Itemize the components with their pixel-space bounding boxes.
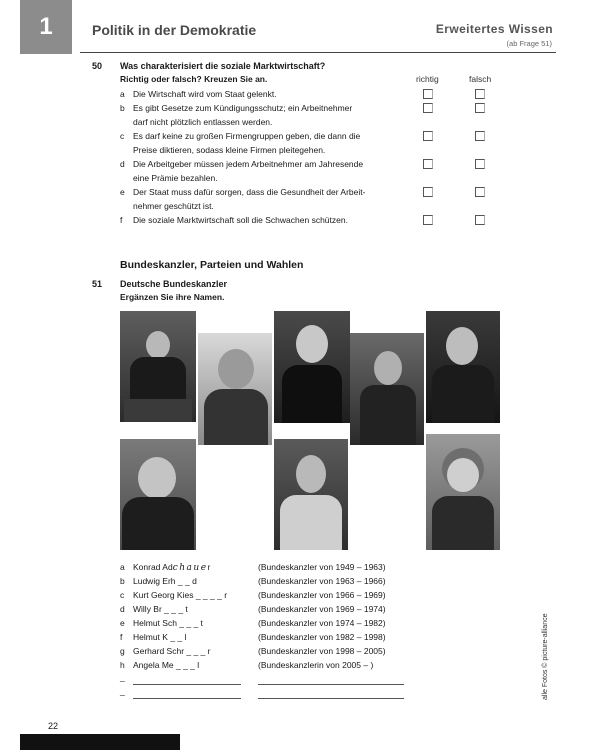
- statement-a: [120, 88, 410, 102]
- name-field[interactable]: Ludwig Erh _ _ d: [133, 576, 197, 586]
- statement-line: Die soziale Marktwirtschaft soll die Schwachen schützen.: [133, 215, 348, 225]
- blank-term-line-2[interactable]: [258, 698, 404, 699]
- name-letter: a: [120, 562, 125, 572]
- statement-line: darf nicht plötzlich entlassen werden.: [133, 116, 273, 127]
- blank-letter: _: [120, 672, 125, 682]
- statement-line: Die Arbeitgeber müssen jedem Arbeitnehmer am Jahresende: [133, 159, 364, 169]
- statement-letter: b: [120, 103, 125, 113]
- section-subtitle: (ab Frage 51): [506, 39, 552, 48]
- term-text: (Bundeskanzlerin von 2005 – ): [258, 660, 374, 670]
- term-text: (Bundeskanzler von 1998 – 2005): [258, 646, 386, 656]
- exercise-number-50: 50: [92, 61, 103, 71]
- exercise-instruction-51: Ergänzen Sie ihre Namen.: [120, 292, 225, 302]
- name-field[interactable]: Kurt Georg Kies _ _ _ _ r: [133, 590, 228, 600]
- statement-d: [120, 158, 410, 185]
- name-field[interactable]: Angela Me _ _ _ l: [133, 660, 200, 670]
- checkbox-f-richtig[interactable]: [423, 215, 433, 225]
- statement-e: [120, 186, 410, 213]
- checkbox-c-richtig[interactable]: [423, 131, 433, 141]
- chancellor-photo-1: [120, 311, 196, 422]
- chancellor-photo-8: [426, 434, 500, 550]
- checkbox-e-falsch[interactable]: [475, 187, 485, 197]
- blank-letter: _: [120, 686, 125, 696]
- header-rule: [80, 52, 556, 53]
- chancellor-photo-2: [198, 333, 272, 445]
- term-text: (Bundeskanzler von 1969 – 1974): [258, 604, 386, 614]
- blank-name-line-1[interactable]: [133, 684, 241, 685]
- chancellor-photo-7: [274, 439, 348, 550]
- footer-bar: [20, 734, 180, 750]
- column-header-richtig: richtig: [416, 74, 439, 84]
- handwritten-answer: chaue: [172, 563, 208, 573]
- name-field[interactable]: Willy Br _ _ _ t: [133, 604, 188, 614]
- term-text: (Bundeskanzler von 1982 – 1998): [258, 632, 386, 642]
- name-letter: h: [120, 660, 125, 670]
- term-text: (Bundeskanzler von 1974 – 1982): [258, 618, 386, 628]
- exercise-title-51: Deutsche Bundeskanzler: [120, 279, 228, 289]
- name-letter: b: [120, 576, 125, 586]
- statement-line: Es darf keine zu großen Firmengruppen geben, die dann die: [133, 131, 361, 141]
- name-field[interactable]: Helmut Sch _ _ _ t: [133, 618, 203, 628]
- term-text: (Bundeskanzler von 1949 – 1963): [258, 562, 386, 572]
- chancellor-photo-6: [120, 439, 196, 550]
- checkbox-a-falsch[interactable]: [475, 89, 485, 99]
- chancellor-photo-5: [426, 311, 500, 423]
- blank-name-line-2[interactable]: [133, 698, 241, 699]
- term-text: (Bundeskanzler von 1966 – 1969): [258, 590, 386, 600]
- term-text: (Bundeskanzler von 1963 – 1966): [258, 576, 386, 586]
- chancellor-photo-4: [350, 333, 424, 445]
- name-letter: d: [120, 604, 125, 614]
- name-field[interactable]: Helmut K _ _ l: [133, 632, 187, 642]
- section-heading: Bundeskanzler, Parteien und Wahlen: [120, 259, 304, 271]
- blank-term-line-1[interactable]: [258, 684, 404, 685]
- statement-line: Der Staat muss dafür sorgen, dass die Gesundheit der Arbeit-: [133, 187, 366, 197]
- name-text-end: r: [207, 562, 211, 572]
- statement-letter: d: [120, 159, 125, 169]
- statement-line: Die Wirtschaft wird vom Staat gelenkt.: [133, 89, 277, 99]
- name-letter: e: [120, 618, 125, 628]
- photo-credit: alle Fotos © picture-alliance: [542, 613, 549, 700]
- chapter-title: Politik in der Demokratie: [92, 22, 257, 38]
- checkbox-b-richtig[interactable]: [423, 103, 433, 113]
- chancellor-photo-3: [274, 311, 350, 423]
- checkbox-d-richtig[interactable]: [423, 159, 433, 169]
- exercise-number-51: 51: [92, 279, 103, 289]
- statement-letter: c: [120, 131, 125, 141]
- statement-letter: e: [120, 187, 125, 197]
- name-text: Konrad Ad: [133, 562, 173, 572]
- checkbox-f-falsch[interactable]: [475, 215, 485, 225]
- statement-c: [120, 130, 410, 157]
- column-header-falsch: falsch: [469, 74, 492, 84]
- page-number: 22: [48, 721, 59, 731]
- section-title: Erweitertes Wissen: [435, 22, 553, 36]
- name-letter: c: [120, 590, 125, 600]
- statement-letter: a: [120, 89, 125, 99]
- statement-line: eine Prämie bezahlen.: [133, 172, 218, 183]
- chapter-number: 1: [39, 13, 53, 40]
- exercise-instruction-50: Richtig oder falsch? Kreuzen Sie an.: [120, 74, 268, 84]
- checkbox-b-falsch[interactable]: [475, 103, 485, 113]
- name-field[interactable]: [133, 562, 210, 573]
- statement-b: [120, 102, 410, 129]
- checkbox-c-falsch[interactable]: [475, 131, 485, 141]
- name-letter: g: [120, 646, 125, 656]
- checkbox-a-richtig[interactable]: [423, 89, 433, 99]
- checkbox-e-richtig[interactable]: [423, 187, 433, 197]
- statement-f: [120, 214, 410, 228]
- statement-line: Preise diktieren, sodass kleine Firmen pleitegehen.: [133, 144, 326, 155]
- name-letter: f: [120, 632, 123, 642]
- statement-letter: f: [120, 215, 123, 225]
- name-field[interactable]: Gerhard Schr _ _ _ r: [133, 646, 211, 656]
- checkbox-d-falsch[interactable]: [475, 159, 485, 169]
- statement-line: Es gibt Gesetze zum Kündigungsschutz; ein Arbeitnehmer: [133, 103, 353, 113]
- statement-line: nehmer geschützt ist.: [133, 200, 214, 211]
- exercise-title-50: Was charakterisiert die soziale Marktwirtschaft?: [120, 61, 326, 71]
- chapter-number-box: [20, 0, 72, 54]
